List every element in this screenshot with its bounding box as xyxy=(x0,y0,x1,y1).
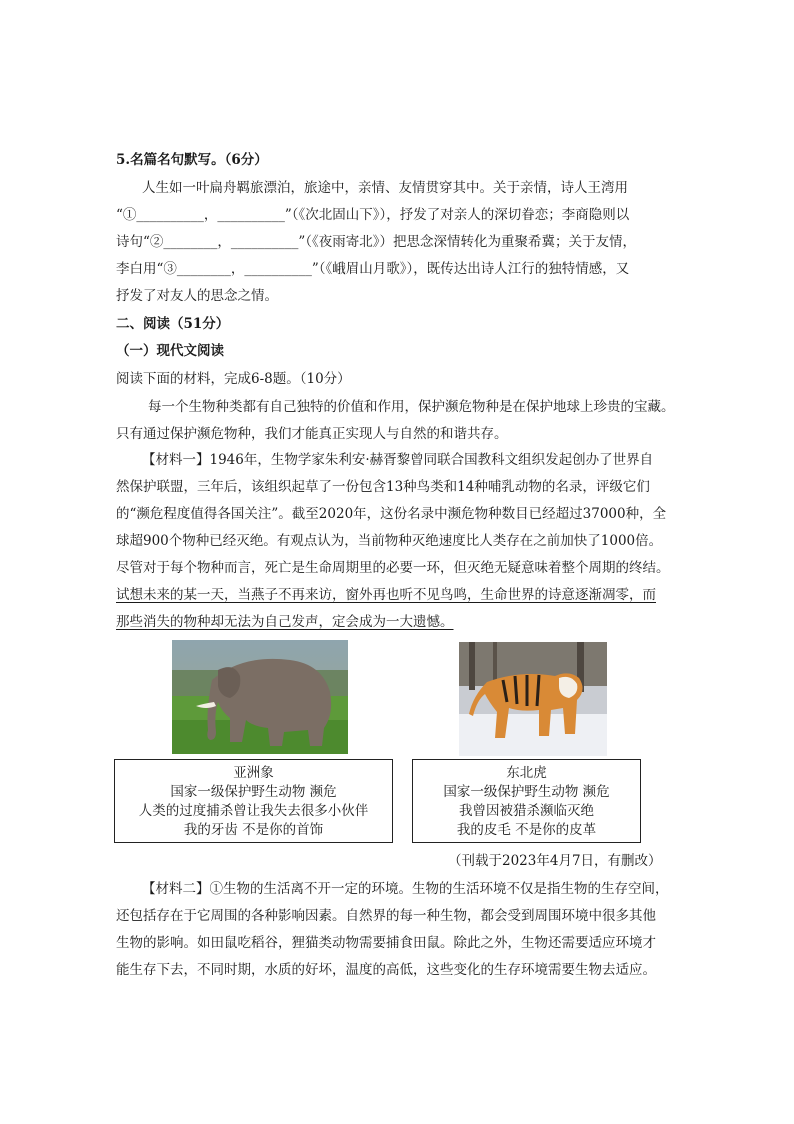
part-1-title: （一）现代文阅读 xyxy=(116,343,224,359)
elephant-name: 亚洲象 xyxy=(233,765,274,781)
material-1-line-6: 试想未来的某一天，当燕子不再来访，窗外再也听不见鸟鸣，生命世界的诗意逐渐凋零，而 xyxy=(116,587,656,603)
material-2-line-4: 能生存下去，不同时期，水质的好坏，温度的高低，这些变化的生存环境需要生物去适应。 xyxy=(116,962,656,978)
tiger-line-4: 我的皮毛 不是你的皮革 xyxy=(456,822,597,838)
question-5-line-4: 李白用“③________，__________”（《峨眉山月歌》），既传达出诗人江行的独特情感，又 xyxy=(116,261,630,277)
material-2-line-1: 【材料二】①生物的生活离不开一定的环境。生物的生活环境不仅是指生物的生存空间， xyxy=(142,881,669,897)
elephant-caption-box xyxy=(114,759,393,843)
elephant-line-4: 我的牙齿 不是你的首饰 xyxy=(183,822,324,838)
tiger-line-3: 我曾因被猎杀濒临灭绝 xyxy=(459,803,594,819)
intro-line-1: 每一个生物种类都有自己独特的价值和作用，保护濒危物种是在保护地球上珍贵的宝藏。 xyxy=(148,399,675,415)
reading-instruction: 阅读下面的材料，完成6-8题。（10分） xyxy=(116,371,351,387)
source-note: （刊载于2023年4月7日，有删改） xyxy=(448,853,662,869)
tiger-photo xyxy=(459,642,607,756)
material-1-line-5: 尽管对于每个物种而言，死亡是生命周期里的必要一环，但灭绝无疑意味着整个周期的终结。 xyxy=(116,560,670,576)
material-2-line-2: 还包括存在于它周围的各种影响因素。自然界的每一种生物，都会受到周围环境中很多其他 xyxy=(116,908,656,924)
elephant-line-3: 人类的过度捕杀曾让我失去很多小伙伴 xyxy=(138,803,369,819)
elephant-photo xyxy=(172,640,348,754)
material-1-line-1: 【材料一】1946年，生物学家朱利安·赫胥黎曾同联合国教科文组织发起创办了世界自 xyxy=(142,452,654,468)
material-1-line-2: 然保护联盟，三年后，该组织起草了一份包含13种鸟类和14种哺乳动物的名录，评级它们 xyxy=(116,479,650,495)
material-1-line-3: 的“濒危程度值得各国关注”。截至2020年，这份名录中濒危物种数目已经超过37000种，全 xyxy=(116,506,667,522)
question-5-line-3: 诗句“②________，__________”（《夜雨寄北》）把思念深情转化为重聚希冀；关于友情， xyxy=(116,234,637,250)
question-5-line-1: 人生如一叶扁舟羁旅漂泊，旅途中，亲情、友情贯穿其中。关于亲情，诗人王湾用 xyxy=(142,180,628,196)
intro-line-2: 只有通过保护濒危物种，我们才能真正实现人与自然的和谐共存。 xyxy=(116,426,508,442)
material-2-line-3: 生物的影响。如田鼠吃稻谷，狸猫类动物需要捕食田鼠。除此之外，生物还需要适应环境才 xyxy=(116,935,656,951)
tiger-name: 东北虎 xyxy=(506,765,547,781)
elephant-status: 国家一级保护野生动物 濒危 xyxy=(170,784,337,800)
tiger-caption-box xyxy=(412,759,641,843)
question-5-title: 5.名篇名句默写。（6分） xyxy=(116,152,268,168)
material-1-line-7: 那些消失的物种却无法为自己发声，定会成为一大遗憾。 xyxy=(116,614,454,630)
tiger-status: 国家一级保护野生动物 濒危 xyxy=(443,784,610,800)
question-5-line-5: 抒发了对友人的思念之情。 xyxy=(116,288,278,304)
material-1-line-4: 球超900个物种已经灭绝。有观点认为，当前物种灭绝速度比人类存在之前加快了1000倍。 xyxy=(116,533,663,549)
section-2-title: 二、阅读（51分） xyxy=(116,316,230,332)
question-5-line-2: “①__________，__________”（《次北固山下》），抒发了对亲人的深切眷恋；李商隐则以 xyxy=(116,207,630,223)
